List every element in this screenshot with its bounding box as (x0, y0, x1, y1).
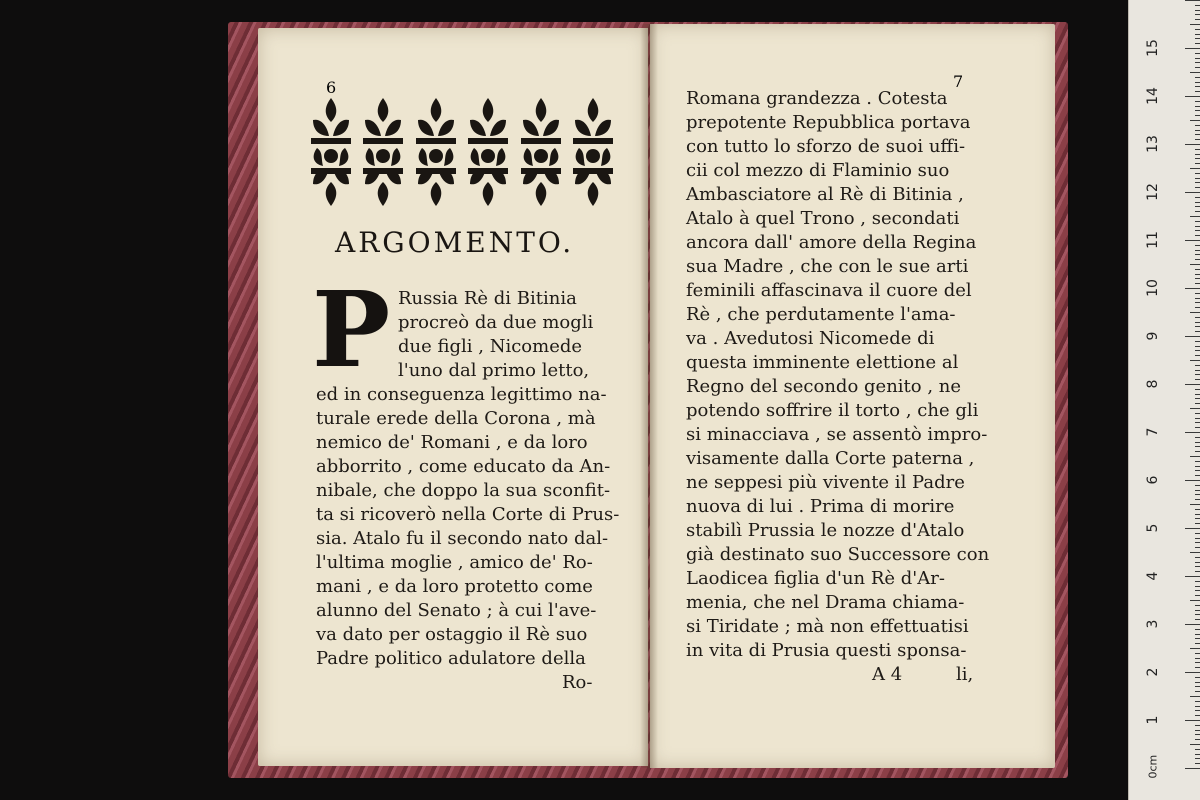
ruler-tick (1195, 610, 1200, 611)
left-text-line: alunno del Senato ; à cui l'ave- (316, 600, 597, 621)
ruler-tick (1195, 442, 1200, 443)
ornament-icon (359, 96, 407, 208)
ruler-tick (1195, 413, 1200, 414)
ruler-tick (1195, 557, 1200, 558)
ruler-tick (1195, 422, 1200, 423)
ruler-tick (1185, 672, 1200, 673)
ruler-tick (1195, 322, 1200, 323)
ruler-tick (1195, 134, 1200, 135)
chapter-heading: ARGOMENTO. (335, 226, 575, 259)
ruler-tick (1185, 0, 1200, 1)
left-text-line: due figli , Nicomede (398, 336, 583, 357)
left-text-line: va dato per ostaggio il Rè suo (316, 624, 588, 645)
ruler-tick (1195, 29, 1200, 30)
ruler-tick (1195, 590, 1200, 591)
ruler-tick (1195, 514, 1200, 515)
ruler-tick (1190, 120, 1200, 121)
ruler-tick (1195, 202, 1200, 203)
ruler-tick (1195, 91, 1200, 92)
ruler-tick (1195, 490, 1200, 491)
ruler-tick (1195, 629, 1200, 630)
ruler-tick (1195, 619, 1200, 620)
ruler-tick (1195, 437, 1200, 438)
ruler-tick (1195, 269, 1200, 270)
ruler-tick (1195, 197, 1200, 198)
ruler-tick (1195, 274, 1200, 275)
right-text-line: sua Madre , che con le sue arti (686, 256, 969, 277)
right-text-line: ancora dall' amore della Regina (686, 232, 977, 253)
ruler-tick (1190, 600, 1200, 601)
ruler-tick (1195, 67, 1200, 68)
ruler-tick (1195, 211, 1200, 212)
right-text-line: va . Avedutosi Nicomede di (686, 328, 935, 349)
ruler-tick (1190, 264, 1200, 265)
ruler-tick (1195, 734, 1200, 735)
ruler-tick (1195, 106, 1200, 107)
ruler-tick (1195, 581, 1200, 582)
ruler-number: 9 (1145, 331, 1161, 341)
ruler-tick (1195, 5, 1200, 6)
ruler-tick (1185, 48, 1200, 49)
ruler-tick (1195, 173, 1200, 174)
ruler-tick (1195, 158, 1200, 159)
ornament-icon (307, 96, 355, 208)
ruler-unit-label: 0cm (1146, 754, 1160, 779)
ruler-tick (1195, 379, 1200, 380)
right-text-line: già destinato suo Successore con (686, 544, 990, 565)
ruler-tick (1195, 523, 1200, 524)
ruler-tick (1195, 365, 1200, 366)
ruler-tick (1195, 374, 1200, 375)
ruler-number: 12 (1145, 183, 1161, 201)
ruler-tick (1195, 43, 1200, 44)
right-text-line: Rè , che perdutamente l'ama- (686, 304, 956, 325)
ruler-tick (1195, 715, 1200, 716)
right-text-line: prepotente Repubblica portava (686, 112, 971, 133)
ruler-tick (1185, 336, 1200, 337)
ruler-tick (1195, 451, 1200, 452)
left-text-line: ta si ricoverò nella Corte di Prus- (316, 504, 620, 525)
ruler-tick (1185, 480, 1200, 481)
ruler-tick (1195, 163, 1200, 164)
ruler-tick (1185, 720, 1200, 721)
ruler-tick (1195, 634, 1200, 635)
drop-cap: P (312, 268, 391, 391)
signature-mark: A 4 (872, 664, 903, 685)
ruler-tick (1195, 226, 1200, 227)
ornament-icon (517, 96, 565, 208)
ruler-tick (1195, 250, 1200, 251)
ruler-tick (1195, 533, 1200, 534)
ruler-tick (1195, 53, 1200, 54)
ruler-number: 4 (1145, 571, 1161, 581)
right-text-line: cii col mezzo di Flaminio suo (686, 160, 950, 181)
right-text-line: Ambasciatore al Rè di Bitinia , (686, 184, 964, 205)
ruler-tick (1195, 763, 1200, 764)
ruler-tick (1195, 341, 1200, 342)
ruler-tick (1195, 317, 1200, 318)
ruler-number: 10 (1145, 279, 1161, 297)
right-text-line: questa imminente elettione al (686, 352, 959, 373)
ruler-tick (1195, 125, 1200, 126)
right-text-line: Laodicea figlia d'un Rè d'Ar- (686, 568, 945, 589)
ruler-tick (1190, 72, 1200, 73)
right-text-line: feminili affascinava il cuore del (686, 280, 972, 301)
ruler-tick (1195, 326, 1200, 327)
left-text-line: l'uno dal primo letto, (398, 360, 590, 381)
ruler-tick (1185, 288, 1200, 289)
ruler-tick (1185, 240, 1200, 241)
ruler-tick (1195, 446, 1200, 447)
ruler-tick (1195, 77, 1200, 78)
ruler-number: 2 (1145, 667, 1161, 677)
right-page-number: 7 (953, 72, 964, 91)
right-text-line: ne seppesi più vivente il Padre (686, 472, 965, 493)
ruler-tick (1195, 653, 1200, 654)
left-text-line: turale erede della Corona , mà (316, 408, 596, 429)
ruler-tick (1190, 216, 1200, 217)
ruler-tick (1195, 221, 1200, 222)
right-text-line: visamente dalla Corte paterna , (686, 448, 975, 469)
ruler-tick (1195, 254, 1200, 255)
ruler-tick (1185, 528, 1200, 529)
right-text-line: potendo soffrire il torto , che gli (686, 400, 979, 421)
book-gutter (640, 24, 658, 768)
ruler-tick (1195, 667, 1200, 668)
right-text-line: Regno del secondo genito , ne (686, 376, 962, 397)
ruler-number: 6 (1145, 475, 1161, 485)
ruler-tick (1195, 154, 1200, 155)
ruler-tick (1195, 571, 1200, 572)
ruler-tick (1195, 518, 1200, 519)
ruler-tick (1195, 394, 1200, 395)
ruler-tick (1195, 749, 1200, 750)
ornament-row (307, 96, 617, 208)
ruler-tick (1195, 538, 1200, 539)
ruler-tick (1195, 230, 1200, 231)
right-text-line: nuova di lui . Prima di morire (686, 496, 955, 517)
ruler-number: 3 (1145, 619, 1161, 629)
ruler-tick (1195, 739, 1200, 740)
ruler-number: 5 (1145, 523, 1161, 533)
left-text-line: nibale, che doppo la sua sconfit- (316, 480, 611, 501)
ruler-tick (1190, 312, 1200, 313)
ruler-tick (1195, 110, 1200, 111)
ruler-tick (1195, 302, 1200, 303)
ruler-tick (1195, 14, 1200, 15)
ruler-tick (1195, 725, 1200, 726)
ruler-tick (1195, 466, 1200, 467)
ruler-tick (1195, 710, 1200, 711)
right-text-line: Romana grandezza . Cotesta (686, 88, 948, 109)
ruler-tick (1185, 192, 1200, 193)
ruler-tick (1195, 566, 1200, 567)
ruler-tick (1195, 346, 1200, 347)
ruler-tick (1185, 768, 1200, 769)
ruler-tick (1195, 475, 1200, 476)
ornament-icon (412, 96, 460, 208)
ruler-tick (1195, 178, 1200, 179)
ruler-tick (1195, 686, 1200, 687)
left-text-line: sia. Atalo fu il secondo nato dal- (316, 528, 609, 549)
ruler-tick (1195, 562, 1200, 563)
ruler-tick (1195, 182, 1200, 183)
ruler-tick (1190, 24, 1200, 25)
ruler-tick (1195, 470, 1200, 471)
ruler-tick (1195, 499, 1200, 500)
ruler-tick (1195, 485, 1200, 486)
ruler-tick (1195, 331, 1200, 332)
ruler-tick (1195, 614, 1200, 615)
left-text-line: nemico de' Romani , e da loro (316, 432, 588, 453)
ruler-tick (1195, 509, 1200, 510)
left-text-line: Padre politico adulatore della (316, 648, 586, 669)
ruler-tick (1185, 384, 1200, 385)
left-page-number: 6 (326, 78, 337, 97)
left-catchword: Ro- (562, 672, 593, 693)
ruler-tick (1195, 259, 1200, 260)
ruler-tick (1195, 86, 1200, 87)
ruler-tick (1195, 34, 1200, 35)
left-text-line: procreò da due mogli (398, 312, 594, 333)
ruler-number: 1 (1145, 715, 1161, 725)
ruler-tick (1195, 149, 1200, 150)
ruler-tick (1195, 10, 1200, 11)
ruler-tick (1195, 542, 1200, 543)
ornament-icon (464, 96, 512, 208)
ruler-tick (1190, 696, 1200, 697)
left-text-line: l'ultima moglie , amico de' Ro- (316, 552, 593, 573)
ruler-tick (1195, 706, 1200, 707)
ruler-tick (1185, 576, 1200, 577)
ruler-tick (1195, 547, 1200, 548)
left-text-line: mani , e da loro protetto come (316, 576, 593, 597)
ruler-number: 8 (1145, 379, 1161, 389)
ruler-tick (1195, 595, 1200, 596)
ruler-tick (1195, 638, 1200, 639)
ruler-tick (1195, 101, 1200, 102)
ornament-icon (569, 96, 617, 208)
ruler-tick (1195, 730, 1200, 731)
right-text-line: stabilì Prussia le nozze d'Atalo (686, 520, 965, 541)
ruler-tick (1195, 307, 1200, 308)
ruler-tick (1195, 293, 1200, 294)
ruler-tick (1195, 370, 1200, 371)
ruler-tick (1195, 82, 1200, 83)
ruler-tick (1195, 586, 1200, 587)
right-text-line: si minacciava , se assentò impro- (686, 424, 988, 445)
ruler-tick (1185, 624, 1200, 625)
left-text-line: abborrito , come educato da An- (316, 456, 611, 477)
ruler-tick (1190, 360, 1200, 361)
ruler-number: 14 (1145, 87, 1161, 105)
ruler-tick (1195, 682, 1200, 683)
ruler-tick (1195, 461, 1200, 462)
left-text-line: Russia Rè di Bitinia (398, 288, 577, 309)
ruler-tick (1195, 389, 1200, 390)
ruler-tick (1195, 754, 1200, 755)
right-text-line: con tutto lo sforzo de suoi uffi- (686, 136, 966, 157)
ruler-number: 7 (1145, 427, 1161, 437)
ruler-number: 15 (1145, 39, 1161, 57)
ruler-tick (1190, 168, 1200, 169)
right-text-line: in vita di Prusia questi sponsa- (686, 640, 967, 661)
right-catchword: li, (956, 664, 974, 685)
ruler-tick (1185, 96, 1200, 97)
ruler-tick (1195, 398, 1200, 399)
ruler-tick (1195, 283, 1200, 284)
ruler-tick (1195, 758, 1200, 759)
ruler-tick (1185, 432, 1200, 433)
ruler-tick (1195, 58, 1200, 59)
ruler-tick (1195, 355, 1200, 356)
right-text-line: menia, che nel Drama chiama- (686, 592, 965, 613)
ruler-tick (1195, 130, 1200, 131)
ruler-tick (1190, 744, 1200, 745)
ruler-tick (1195, 605, 1200, 606)
ruler-tick (1195, 350, 1200, 351)
right-text-line: Atalo à quel Trono , secondati (686, 208, 960, 229)
ruler-tick (1195, 494, 1200, 495)
ruler-tick (1195, 403, 1200, 404)
ruler-tick (1195, 187, 1200, 188)
ruler-tick (1185, 144, 1200, 145)
ruler-tick (1195, 427, 1200, 428)
ruler-number: 13 (1145, 135, 1161, 153)
ruler-tick (1195, 418, 1200, 419)
left-text-line: ed in conseguenza legittimo na- (316, 384, 607, 405)
ruler-number: 11 (1145, 231, 1161, 249)
ruler-tick (1190, 648, 1200, 649)
ruler-tick (1195, 298, 1200, 299)
ruler-tick (1195, 38, 1200, 39)
right-text-line: si Tiridate ; mà non effettuatisi (686, 616, 969, 637)
ruler-tick (1190, 408, 1200, 409)
ruler-tick (1195, 658, 1200, 659)
ruler-tick (1195, 677, 1200, 678)
ruler-tick (1195, 115, 1200, 116)
ruler-tick (1195, 139, 1200, 140)
ruler-tick (1190, 456, 1200, 457)
ruler-tick (1190, 552, 1200, 553)
ruler-tick (1190, 504, 1200, 505)
ruler-tick (1195, 643, 1200, 644)
measuring-ruler (1128, 0, 1200, 800)
ruler-tick (1195, 19, 1200, 20)
ruler-tick (1195, 62, 1200, 63)
ruler-tick (1195, 245, 1200, 246)
ruler-tick (1195, 662, 1200, 663)
ruler-tick (1195, 701, 1200, 702)
ruler-tick (1195, 691, 1200, 692)
ruler-tick (1195, 206, 1200, 207)
ruler-tick (1195, 278, 1200, 279)
ruler-tick (1195, 235, 1200, 236)
